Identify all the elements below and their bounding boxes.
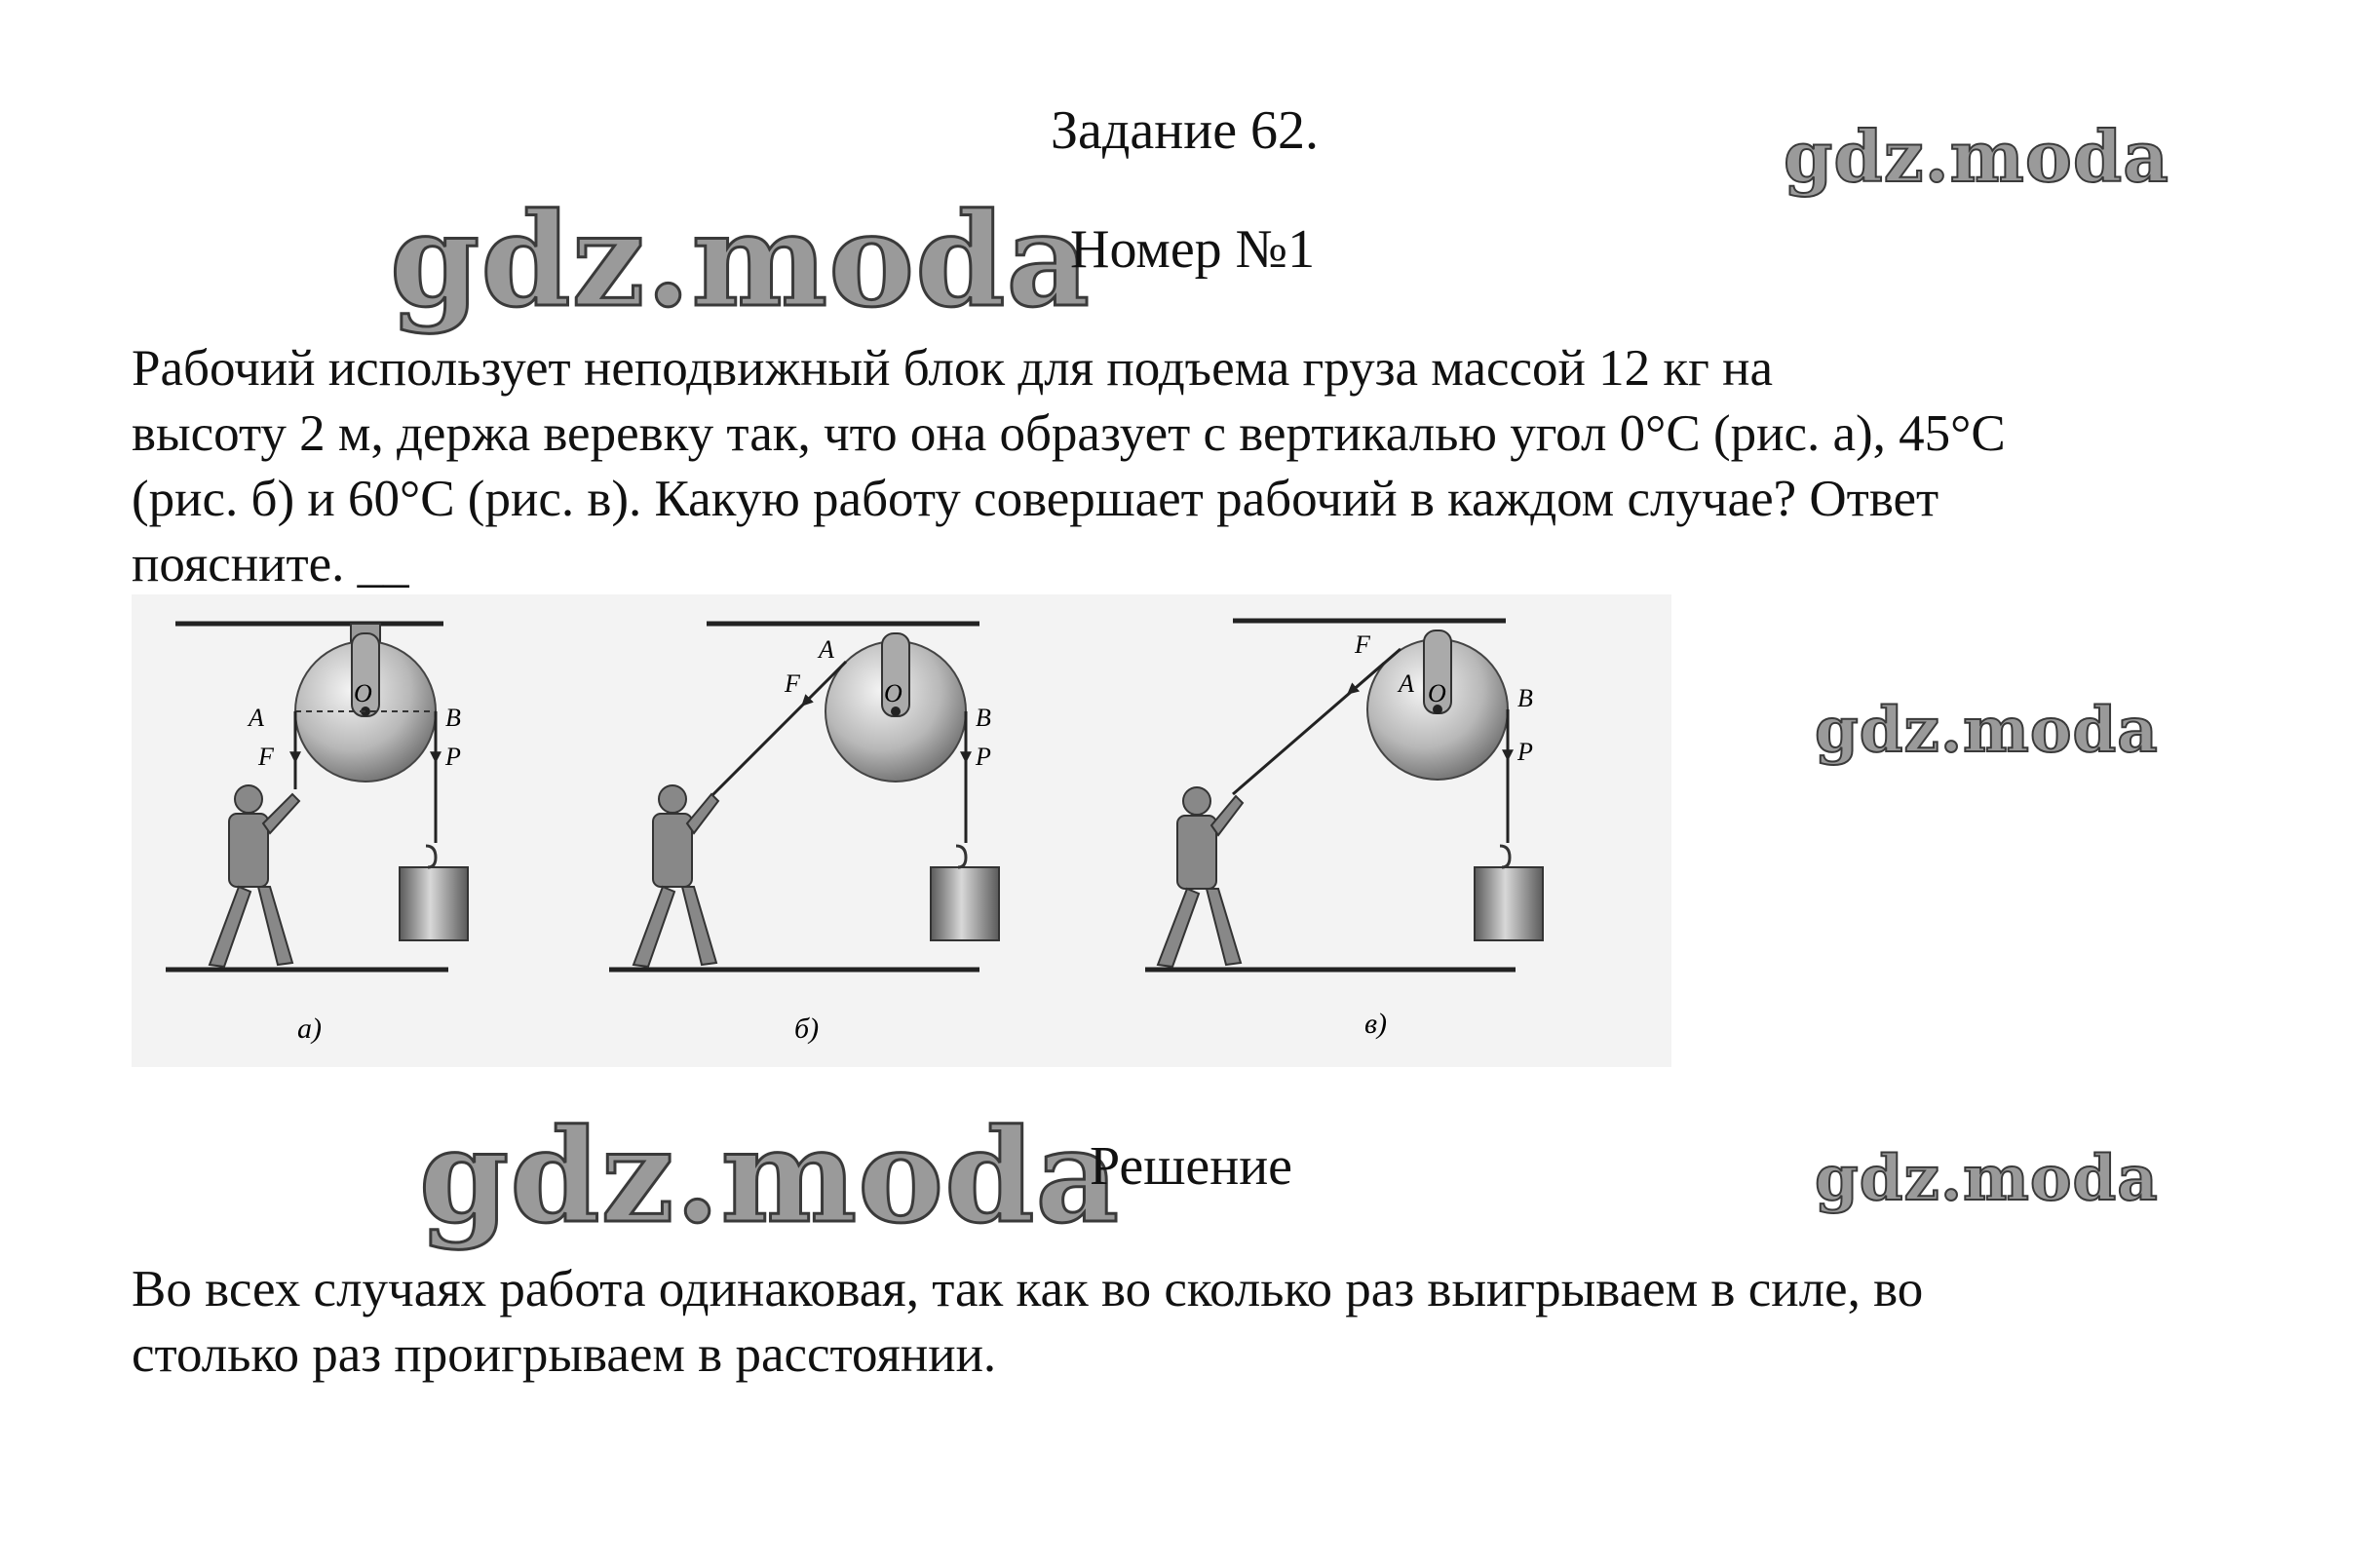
panel-a-caption: а)	[297, 1012, 322, 1045]
panel-c-weight-label: P	[1517, 738, 1533, 766]
panel-a-center: O	[354, 679, 372, 707]
problem-text	[132, 336, 2315, 597]
panel-b-force-label: F	[785, 669, 800, 698]
watermark-middle-right: gdz.moda	[1815, 694, 2159, 767]
watermark-bottom-left: gdz.moda	[419, 1101, 1121, 1252]
panel-c-center: O	[1428, 679, 1446, 707]
solution-line: Во всех случаях работа одинаковая, так как во сколько раз выигрываем в силе, во	[132, 1261, 1924, 1317]
panel-b-caption: б)	[794, 1012, 820, 1045]
panel-b-point-b: B	[976, 704, 991, 732]
task-title: Задание 62.	[1051, 100, 1320, 161]
panel-c-force-label: F	[1355, 630, 1370, 659]
pulley-figure	[132, 594, 1671, 1067]
solution-line: столько раз проигрываем в расстоянии.	[132, 1326, 997, 1383]
panel-b-point-a: A	[819, 635, 834, 664]
panel-c-point-b: B	[1517, 684, 1533, 712]
panel-b-weight-label: P	[976, 743, 991, 771]
panel-b-center: O	[884, 679, 902, 707]
watermark-top-right: gdz.moda	[1784, 115, 2169, 198]
panel-a-force-label: F	[258, 743, 274, 771]
pulley-figure-svg	[132, 594, 1671, 1067]
problem-line: поясните. __	[132, 536, 409, 592]
panel-c-caption: в)	[1364, 1008, 1388, 1040]
panel-a-weight-label: P	[445, 743, 461, 771]
watermark-top-left: gdz.moda	[390, 185, 1092, 336]
solution-heading: Решение	[1090, 1136, 1293, 1197]
watermark-bottom-right: gdz.moda	[1815, 1142, 2159, 1215]
panel-a-point-b: B	[445, 704, 461, 732]
solution-text	[132, 1257, 2315, 1388]
problem-line: высоту 2 м, держа веревку так, что она образует с вертикалью угол 0°С (рис. а), 45°С	[132, 405, 2006, 462]
number-title: Номер №1	[1070, 219, 1316, 280]
problem-line: (рис. б) и 60°С (рис. в). Какую работу совершает рабочий в каждом случае? Ответ	[132, 471, 1939, 527]
problem-line: Рабочий использует неподвижный блок для подъема груза массой 12 кг на	[132, 340, 1774, 397]
panel-a-point-a: A	[249, 704, 264, 732]
panel-c-point-a: A	[1399, 669, 1414, 698]
